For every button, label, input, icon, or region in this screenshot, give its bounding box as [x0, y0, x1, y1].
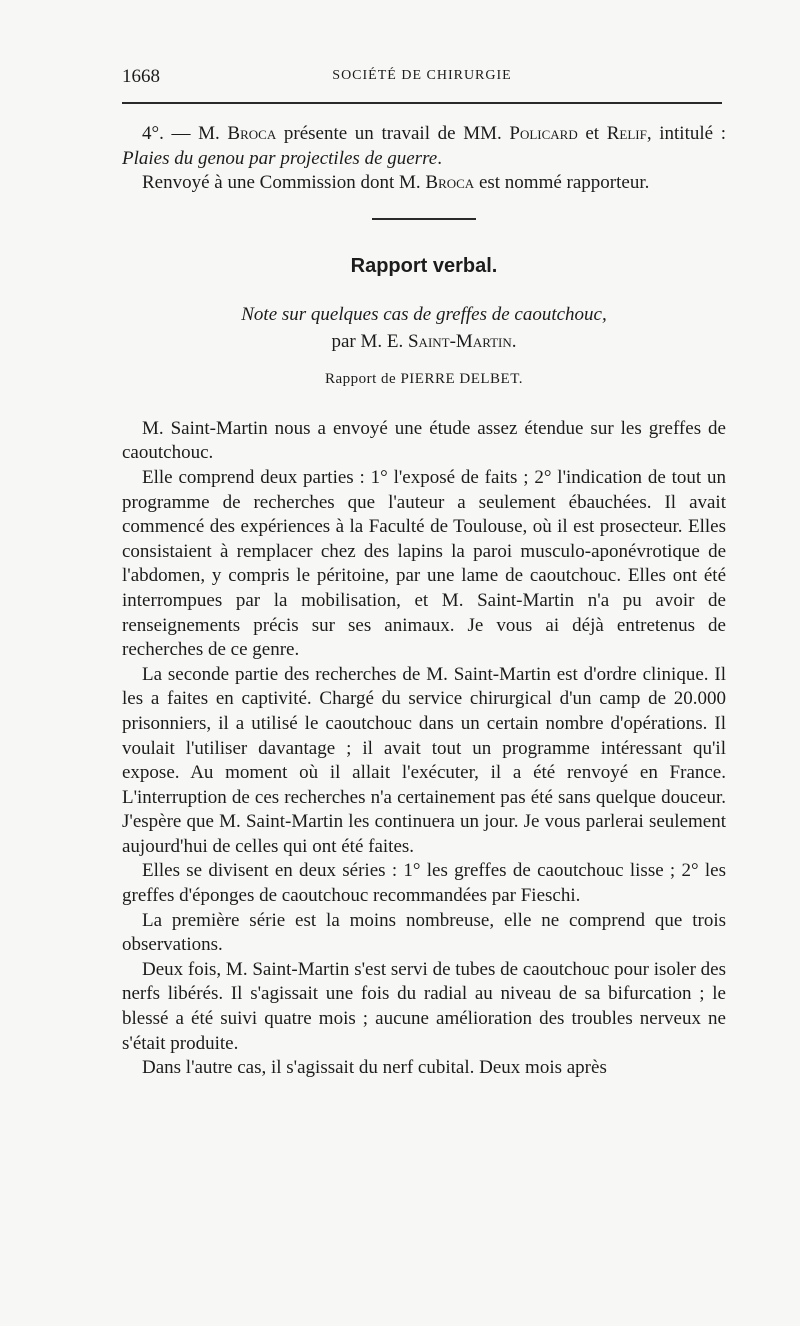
body-paragraph: La première série est la moins nombreuse, elle ne comprend que trois observations.: [122, 909, 726, 956]
report-body: [122, 417, 726, 1081]
page-number: 1668: [122, 66, 160, 87]
section-separator: [372, 218, 476, 220]
body-paragraph: Deux fois, M. Saint-Martin s'est servi de tubes de caoutchouc pour isoler des nerfs libérés. Il s'agissait une fois du radial au niveau de sa bifurcation ; le blessé a été suivi quatre mois ; aucune amélioration des troubles nerveux ne s'était produite.: [122, 958, 726, 1054]
reporter-line: Rapport de PIERRE DELBET.: [324, 370, 524, 387]
body-text: [122, 122, 726, 1081]
note-author: par M. E. Saint-Martin.: [331, 330, 517, 352]
referral-paragraph: Renvoyé à une Commission dont M. Broca est nommé rapporteur.: [142, 172, 650, 194]
item-4-paragraph: 4°. — M. Broca présente un travail de MM. Policard et Relif, intitulé : Plaies du genou par projectiles de guerre.: [122, 123, 726, 169]
header-rule: [122, 102, 722, 104]
author-name: Broca: [227, 123, 277, 144]
body-paragraph: M. Saint-Martin nous a envoyé une étude assez étendue sur les greffes de caoutchouc.: [122, 417, 726, 464]
note-title: Note sur quelques cas de greffes de caoutchouc,: [241, 303, 607, 325]
page-header: [122, 66, 722, 90]
body-paragraph: Dans l'autre cas, il s'agissait du nerf cubital. Deux mois après: [142, 1057, 607, 1079]
running-title: SOCIÉTÉ DE CHIRURGIE: [332, 68, 512, 83]
body-paragraph: Elles se divisent en deux séries : 1° les greffes de caoutchouc lisse ; 2° les greffes d'éponges de caoutchouc recommandées par Fieschi.: [122, 860, 726, 907]
work-title: Plaies du genou par projectiles de guerre: [122, 147, 438, 169]
author-name: Broca: [425, 172, 475, 194]
author-name: Relif: [606, 123, 647, 144]
body-paragraph: Elle comprend deux parties : 1° l'exposé de faits ; 2° l'indication de tout un programme de recherches que l'auteur a seulement ébauchées. Il avait commencé des expériences à la Faculté de Toulouse, où il est prosecteur. Elles consistaient à remplacer chez des lapins la paroi musculo-aponévrotique de l'abdomen, y compris le péritoine, par une lame de caoutchouc. Elles ont été interrompues par la mobilisation, et M. Saint-Martin n'a pu avoir de renseignements précis sur ses animaux. Je vous ai déjà entretenus de recherches de ce genre.: [122, 466, 726, 661]
author-name: Policard: [509, 123, 578, 144]
section-title: Rapport verbal.: [350, 254, 498, 277]
body-paragraph: La seconde partie des recherches de M. Saint-Martin est d'ordre clinique. Il les a faites en captivité. Chargé du service chirurgical d'un camp de 20.000 prisonniers, il a utilisé le caoutchouc dans un certain nombre d'opérations. Il voulait l'utiliser davantage ; il avait tout un programme intéressant qu'il expose. Au moment où il allait l'exécuter, il a été renvoyé en France. L'interruption de ces recherches n'a certainement pas été sans quelque douceur. J'espère que M. Saint-Martin les continuera un jour. Je vous parlerai seulement aujourd'hui de celles qui ont été faites.: [122, 663, 726, 857]
